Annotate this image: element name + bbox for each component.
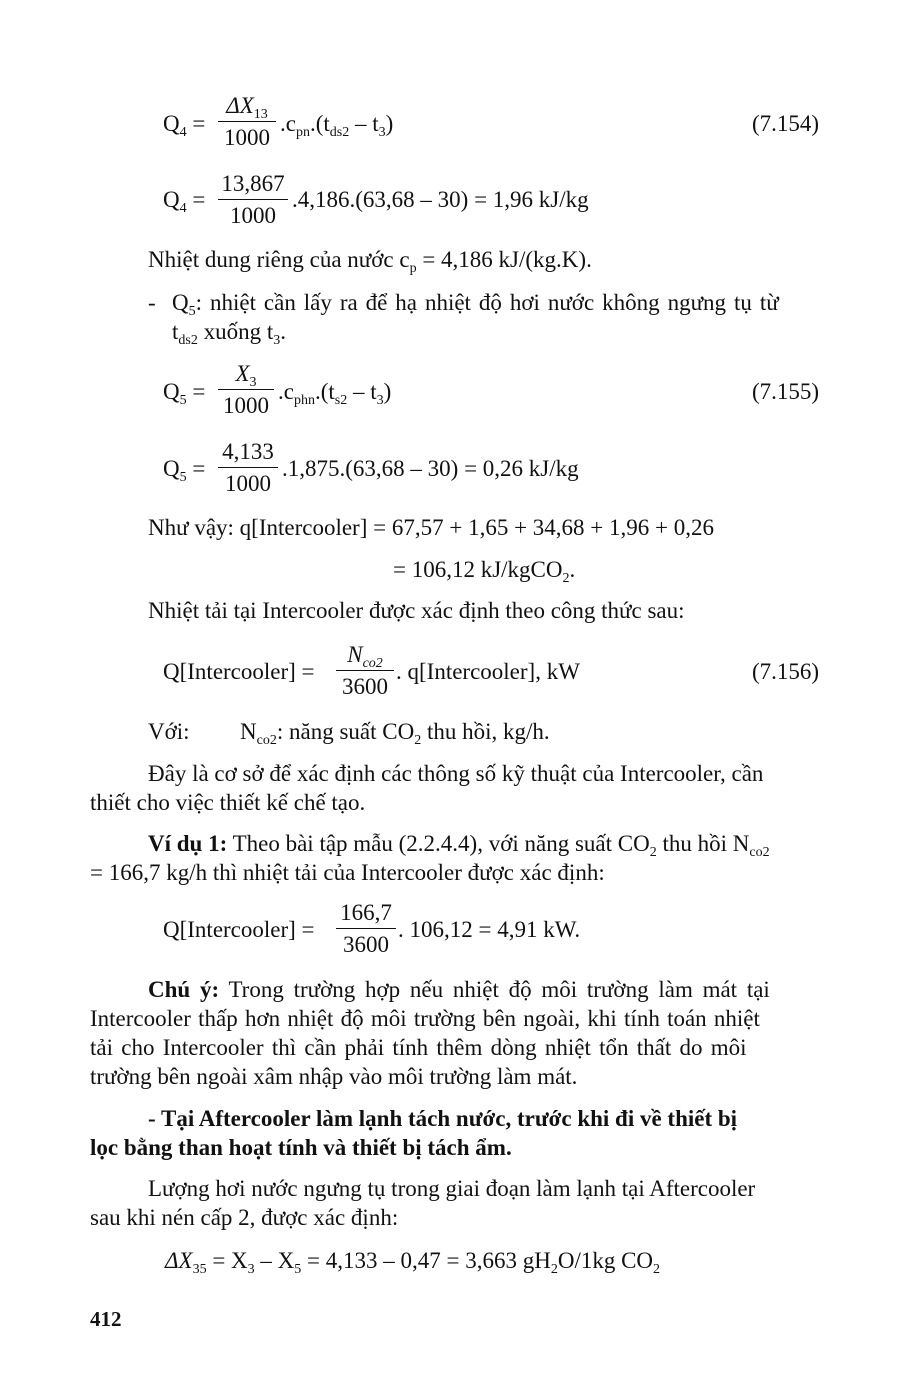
where-label: Với: — [148, 719, 190, 744]
where-definition: $N_{co2}$: năng suất $CO_2$ thu hồi, kg/h. — [240, 719, 550, 748]
eq-7154-rhs: $.c_{pn}.(t_{ds2} - t_3)$ — [280, 111, 394, 140]
example-line-1: Ví dụ 1: Theo bài tập mẫu (2.2.4.4), với năng suất $CO_2$ thu hồi $N_{co2}$ — [148, 831, 770, 860]
eq-7156-fraction: $N_{co2}$ 3600 — [336, 643, 394, 698]
bullet-q5-line2: $t_{ds2}$ xuống $t_3$. — [172, 319, 286, 348]
section-heading-line-2: lọc bằng than hoạt tính và thiết bị tách ẩm. — [90, 1135, 512, 1160]
note-line-1: Chú ý: Trong trường hợp nếu nhiệt độ môi trường làm mát tại — [148, 977, 770, 1002]
eq-7156-lhs: Q[Intercooler] = — [163, 659, 315, 684]
eq-7155-fraction: $X_3$ 1000 — [218, 362, 274, 417]
para-specific-heat: Nhiệt dung riêng của nước $c_p = 4,186$ kJ/(kg.K). — [148, 247, 592, 276]
eq-7154-number: (7.154) — [752, 111, 820, 136]
para-basis-line-2: thiết cho việc thiết kế chế tạo. — [90, 790, 366, 815]
example-line-2: = 166,7 kg/h thì nhiệt tải của Intercooler được xác định: — [90, 860, 605, 885]
bullet-q5-line1: $Q_5$: nhiệt cần lấy ra để hạ nhiệt độ hơi nước không ngưng tụ từ — [172, 290, 779, 319]
sum-line-1: Như vậy: q[Intercooler] = 67,57 + 1,65 + 34,68 + 1,96 + 0,26 — [148, 515, 714, 540]
sum-line-2: = 106,12 kJ/kgCO$_2$. — [393, 557, 576, 586]
note-line-3: tải cho Intercooler thì cần phải tính thêm dòng nhiệt tổn thất do môi — [90, 1035, 747, 1060]
eq-7156-rhs: . q[Intercooler], kW — [396, 659, 580, 684]
calc-q4-fraction: 13,867 1000 — [218, 172, 288, 227]
para-condense-line-2: sau khi nén cấp 2, được xác định: — [90, 1205, 399, 1230]
para-basis-line-1: Đây là cơ sở để xác định các thông số kỹ thuật của Intercooler, cần — [148, 761, 764, 786]
eq-7156-number: (7.156) — [752, 659, 820, 684]
section-heading-line-1: - Tại Aftercooler làm lạnh tách nước, trước khi đi về thiết bị — [148, 1106, 738, 1131]
eq-7155-number: (7.155) — [752, 379, 820, 404]
note-line-4: trường bên ngoài xâm nhập vào môi trường làm mát. — [90, 1064, 578, 1089]
calc-q5-lhs: $Q_5$ = — [163, 456, 206, 485]
para-condense-line-1: Lượng hơi nước ngưng tụ trong giai đoạn làm lạnh tại Aftercooler — [148, 1176, 756, 1201]
eq-delta-x35: $\Delta X_{35} = X_3 - X_5 = 4,133 - 0,47 = 3,663$ $gH_2O/1kg$ $CO_2$ — [165, 1248, 661, 1277]
para-heat-load: Nhiệt tải tại Intercooler được xác định theo công thức sau: — [148, 598, 685, 623]
calc-q4-lhs: $Q_4$ = — [163, 187, 206, 216]
eq-example-fraction: 166,7 3600 — [336, 901, 396, 956]
eq-example-lhs: Q[Intercooler] = — [163, 917, 315, 942]
bullet-dash: - — [148, 290, 156, 315]
calc-q4-rhs: .4,186.(63,68 – 30) = 1,96 kJ/kg — [292, 187, 589, 212]
eq-7155-rhs: $.c_{phn}.(t_{s2} - t_3)$ — [278, 379, 392, 408]
page-number: 412 — [90, 1307, 122, 1331]
note-line-2: Intercooler thấp hơn nhiệt độ môi trường bên ngoài, khi tính toán nhiệt — [90, 1006, 760, 1031]
eq-7155-lhs: $Q_5$ = — [163, 379, 206, 408]
eq-example-rhs: . 106,12 = 4,91 kW. — [398, 917, 581, 942]
calc-q5-fraction: 4,133 1000 — [218, 440, 278, 495]
calc-q5-rhs: .1,875.(63,68 – 30) = 0,26 kJ/kg — [282, 456, 579, 481]
eq-7154-fraction: $\Delta X_{13}$ 1000 — [218, 94, 276, 149]
eq-7154-lhs: $Q_4$ = — [163, 111, 206, 140]
